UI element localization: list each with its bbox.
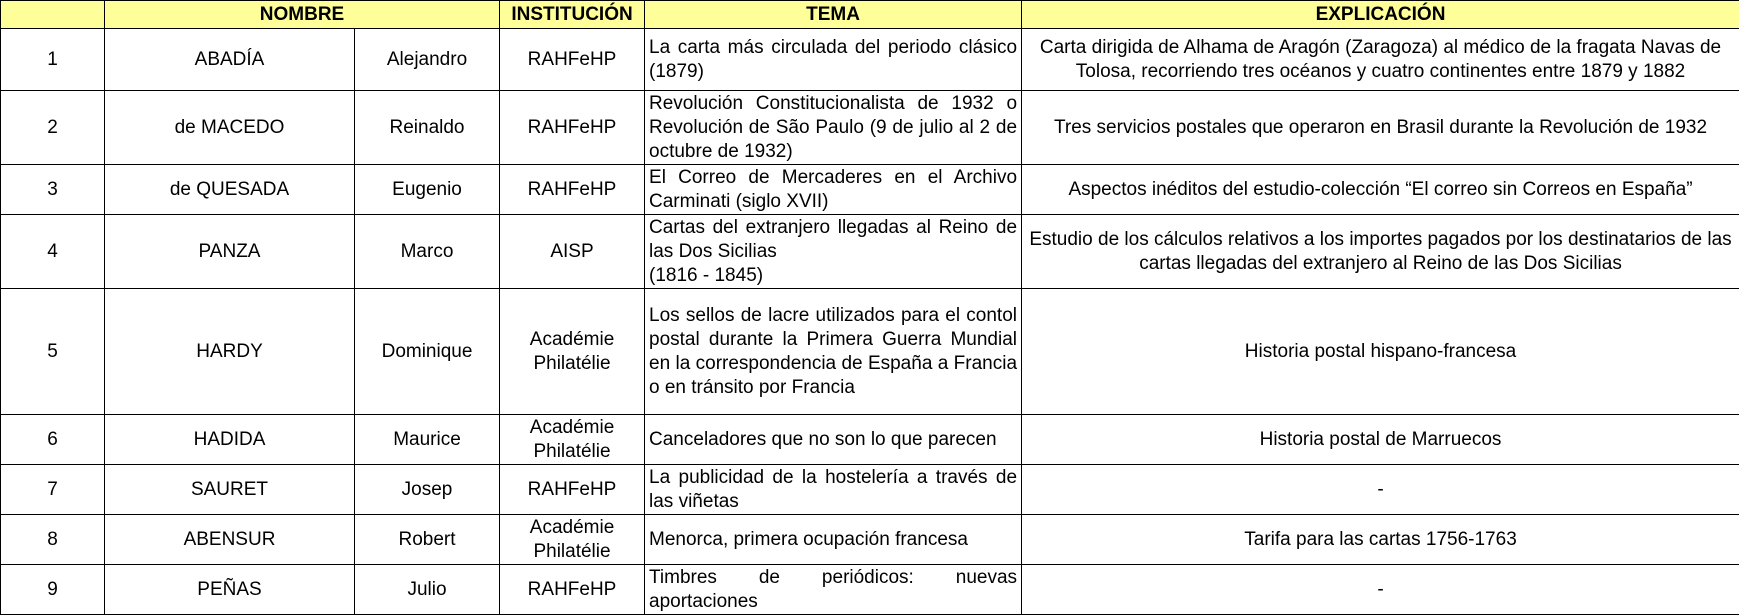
table-row xyxy=(1,465,1739,515)
row-apellido: PEÑAS xyxy=(105,565,355,615)
row-institucion: RAHFeHP xyxy=(500,465,645,515)
row-tema: Menorca, primera ocupación francesa xyxy=(645,515,1022,565)
row-nombre: Alejandro xyxy=(355,29,500,91)
row-nombre: Robert xyxy=(355,515,500,565)
row-number: 2 xyxy=(1,91,105,165)
table-row xyxy=(1,91,1739,165)
row-number: 5 xyxy=(1,289,105,415)
row-institucion: AISP xyxy=(500,215,645,289)
row-number: 4 xyxy=(1,215,105,289)
row-apellido: de QUESADA xyxy=(105,165,355,215)
row-apellido: HARDY xyxy=(105,289,355,415)
row-apellido: PANZA xyxy=(105,215,355,289)
header-institucion: INSTITUCIÓN xyxy=(500,1,645,29)
row-apellido: SAURET xyxy=(105,465,355,515)
table-row xyxy=(1,215,1739,289)
row-nombre: Dominique xyxy=(355,289,500,415)
table-row xyxy=(1,29,1739,91)
row-tema: La carta más circulada del periodo clásico (1879) xyxy=(645,29,1022,91)
table-row xyxy=(1,165,1739,215)
row-institucion: RAHFeHP xyxy=(500,165,645,215)
row-nombre: Reinaldo xyxy=(355,91,500,165)
row-institucion: Académie Philatélie xyxy=(500,515,645,565)
row-apellido: ABADÍA xyxy=(105,29,355,91)
table-row xyxy=(1,515,1739,565)
row-number: 6 xyxy=(1,415,105,465)
row-nombre: Josep xyxy=(355,465,500,515)
row-tema: La publicidad de la hostelería a través de las viñetas xyxy=(645,465,1022,515)
row-tema: El Correo de Mercaderes en el Archivo Carminati (siglo XVII) xyxy=(645,165,1022,215)
row-number: 3 xyxy=(1,165,105,215)
header-row xyxy=(1,1,1739,29)
row-institucion: RAHFeHP xyxy=(500,91,645,165)
header-explicacion: EXPLICACIÓN xyxy=(1022,1,1739,29)
row-number: 8 xyxy=(1,515,105,565)
row-explicacion: - xyxy=(1022,465,1739,515)
row-explicacion: Aspectos inéditos del estudio-colección “El correo sin Correos en España” xyxy=(1022,165,1739,215)
row-tema: Revolución Constitucionalista de 1932 o Revolución de São Paulo (9 de julio al 2 de octubre de 1932) xyxy=(645,91,1022,165)
row-nombre: Maurice xyxy=(355,415,500,465)
table-row xyxy=(1,415,1739,465)
row-number: 9 xyxy=(1,565,105,615)
row-explicacion: Estudio de los cálculos relativos a los importes pagados por los destinatarios de las cartas llegadas del extranjero al Reino de las Dos Sicilias xyxy=(1022,215,1739,289)
table-row xyxy=(1,289,1739,415)
row-number: 7 xyxy=(1,465,105,515)
row-apellido: ABENSUR xyxy=(105,515,355,565)
row-tema: Canceladores que no son lo que parecen xyxy=(645,415,1022,465)
row-nombre: Eugenio xyxy=(355,165,500,215)
row-explicacion: Tres servicios postales que operaron en Brasil durante la Revolución de 1932 xyxy=(1022,91,1739,165)
row-tema: Cartas del extranjero llegadas al Reino de las Dos Sicilias (1816 - 1845) xyxy=(645,215,1022,289)
row-tema: Los sellos de lacre utilizados para el contol postal durante la Primera Guerra Mundial en la correspondencia de España a Francia o en tránsito por Francia xyxy=(645,289,1022,415)
row-institucion: RAHFeHP xyxy=(500,565,645,615)
row-institucion: Académie Philatélie xyxy=(500,415,645,465)
header-nombre: NOMBRE xyxy=(105,1,500,29)
row-number: 1 xyxy=(1,29,105,91)
row-apellido: de MACEDO xyxy=(105,91,355,165)
row-explicacion: Carta dirigida de Alhama de Aragón (Zaragoza) al médico de la fragata Navas de Tolosa, recorriendo tres océanos y cuatro continentes entre 1879 y 1882 xyxy=(1022,29,1739,91)
header-tema: TEMA xyxy=(645,1,1022,29)
row-tema: Timbres de periódicos: nuevas aportaciones xyxy=(645,565,1022,615)
row-explicacion: Historia postal hispano-francesa xyxy=(1022,289,1739,415)
row-nombre: Marco xyxy=(355,215,500,289)
row-institucion: Académie Philatélie xyxy=(500,289,645,415)
row-explicacion: Historia postal de Marruecos xyxy=(1022,415,1739,465)
row-nombre: Julio xyxy=(355,565,500,615)
row-institucion: RAHFeHP xyxy=(500,29,645,91)
row-apellido: HADIDA xyxy=(105,415,355,465)
row-explicacion: - xyxy=(1022,565,1739,615)
row-explicacion: Tarifa para las cartas 1756-1763 xyxy=(1022,515,1739,565)
header-number xyxy=(1,1,105,29)
table-row xyxy=(1,565,1739,615)
